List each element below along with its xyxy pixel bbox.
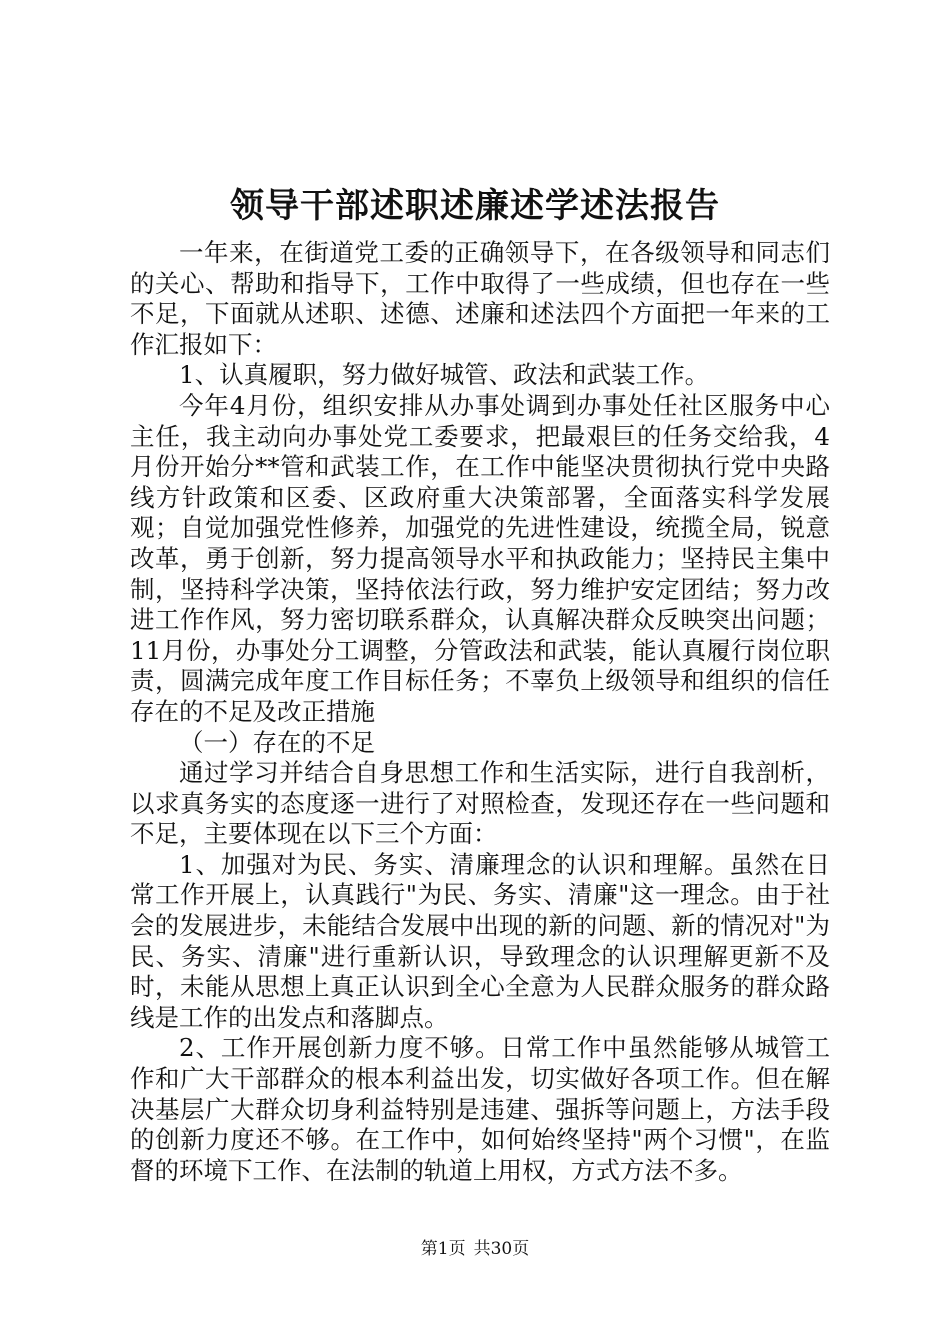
page-number: 第1页 (420, 1239, 466, 1259)
paragraph-point-1: 1、加强对为民、务实、清廉理念的认识和理解。虽然在日常工作开展上，认真践行"为民、务实、清廉"这一理念。由于社会的发展进步，未能结合发展中出现的新的问题、新的情况对"为民、务实、清廉"进行重新认识，导致理念的认识理解更新不及时，未能从思想上真正认识到全心全意为人民群众服务的群众路线是工作的出发点和落脚点。 (130, 849, 830, 1032)
page-footer (0, 1237, 950, 1261)
document-title: 领导干部述职述廉述学述法报告 (230, 186, 720, 226)
paragraph-section-heading: 1、认真履职，努力做好城管、政法和武装工作。 (179, 360, 710, 390)
paragraph-work-summary: 今年4月份，组织安排从办事处调到办事处任社区服务中心主任，我主动向办事处党工委要求，把最艰巨的任务交给我，4月份开始分**管和武装工作，在工作中能坚决贯彻执行党中央路线方针政策和区委、区政府重大决策部署，全面落实科学发展观；自觉加强党性修养，加强党的先进性建设，统揽全局，锐意改革，勇于创新，努力提高领导水平和执政能力；坚持民主集中制，坚持科学决策，坚持依法行政，努力维护安定团结；努力改进工作作风，努力密切联系群众，认真解决群众反映突出问题；11月份，办事处分工调整，分管政法和武装，能认真履行岗位职责，圆满完成年度工作目标任务；不辜负上级领导和组织的信任存在的不足及改正措施 (130, 390, 830, 726)
paragraph-self-review: 通过学习并结合自身思想工作和生活实际，进行自我剖析，以求真务实的态度逐一进行了对照检查，发现还存在一些问题和不足，主要体现在以下三个方面： (130, 758, 830, 849)
paragraph-point-2: 2、工作开展创新力度不够。日常工作中虽然能够从城管工作和广大干部群众的根本利益出发，切实做好各项工作。但在解决基层广大群众切身利益特别是违建、强拆等问题上，方法手段的创新力度还不够。在工作中，如何始终坚持"两个习惯"，在监督的环境下工作、在法制的轨道上用权，方式方法不多。 (130, 1033, 830, 1185)
document-body (130, 238, 830, 1186)
page-total: 共30页 (473, 1239, 530, 1259)
paragraph-intro: 一年来，在街道党工委的正确领导下，在各级领导和同志们的关心、帮助和指导下，工作中取得了一些成绩，但也存在一些不足，下面就从述职、述德、述廉和述法四个方面把一年来的工作汇报如下： (130, 238, 830, 359)
paragraph-subheading: （一）存在的不足 (179, 727, 375, 757)
